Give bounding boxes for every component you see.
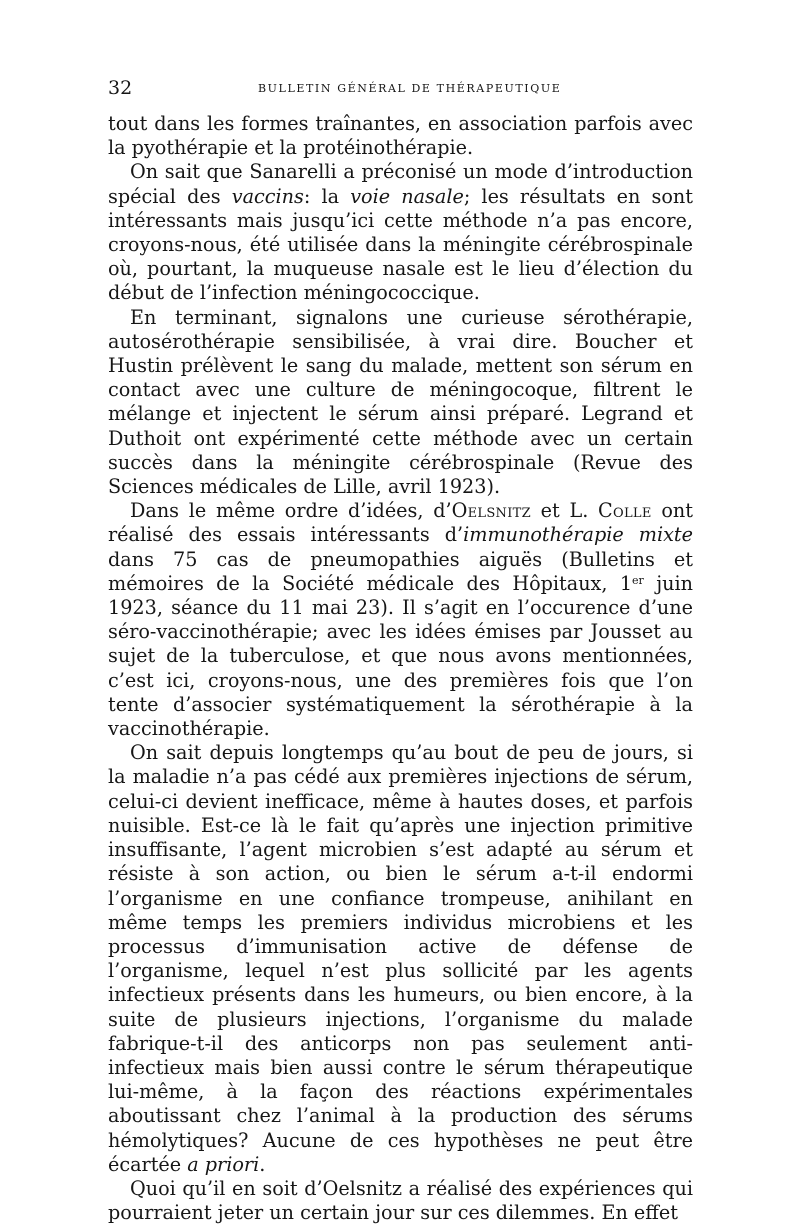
author-oelsnitz: Oelsnitz bbox=[451, 499, 531, 523]
page-header bbox=[108, 78, 693, 102]
paragraph-4-text-e: ont réalisé des essais intéressants d’ bbox=[108, 499, 693, 547]
author-colle: Colle bbox=[598, 499, 652, 523]
body-text bbox=[108, 112, 693, 1225]
paragraph-6: Quoi qu’il en soit d’Oelsnitz a réalisé des expériences qui pourraient jeter un certain jour sur ces dilemmes. En effet bbox=[108, 1176, 693, 1225]
paragraph-3: En terminant, signalons une curieuse sérothérapie, autosérothérapie sensibilisée, à vrai dire. Boucher et Hustin prélèvent le sang du malade, mettent son sérum en contact avec une culture de méningocoque, filtrent le mélange et injectent le sérum ainsi préparé. Legrand et Duthoit ont expérimenté cette méthode avec un certain succès dans la méningite cérébrospinale (Revue des Sciences médicales de Lille, avril 1923). bbox=[108, 305, 693, 499]
paragraph-2 bbox=[108, 160, 693, 305]
page-number: 32 bbox=[108, 77, 133, 99]
term-a-priori: a priori bbox=[187, 1152, 260, 1176]
paragraph-4-text-c: et L. bbox=[530, 499, 599, 523]
term-voie-nasale: voie nasale bbox=[350, 184, 464, 208]
paragraph-4-text-a: Dans le même ordre d’idées, d’ bbox=[130, 499, 452, 523]
paragraph-5-text-a: On sait depuis longtemps qu’au bout de peu de jours, si la maladie n’a pas cédé aux premières injections de sérum, celui-ci devient inefficace, même à hautes doses, et parfois nuisible. Est-ce là le fait qu’après une injection primitive insuffisante, l’agent microbien s’est adapté au sérum et résiste à son action, ou bien le sérum a-t-il endormi l’organisme en une confiance trompeuse, anihilant en même temps les premiers individus microbiens et les processus d’immunisation active de défense de l’organisme, lequel n’est plus sollicité par les agents infectieux présents dans les humeurs, ou bien encore, à la suite de plusieurs injections, l’organisme du malade fabrique-t-il des anticorps non pas seulement anti-infectieux mais bien aussi contre le sérum thérapeutique lui-même, à la façon des réactions expérimentales aboutissant chez l’animal à la production des sérums hémolytiques? Aucune de ces hypothèses ne peut être écartée bbox=[108, 741, 693, 1176]
paragraph-4-text-i: juin 1923, séance du 11 mai 23). Il s’agit en l’occurence d’une séro-vaccinothérapie; avec les idées émises par Jousset au sujet de la tuberculose, et que nous avons mentionnées, c’est ici, croyons-nous, une des premières fois que l’on tente d’associer systématiquement la sérothérapie à la vaccinothérapie. bbox=[108, 571, 693, 741]
term-vaccins: vaccins bbox=[231, 184, 304, 208]
paragraph-4-text-g: dans 75 cas de pneumopathies aiguës (Bulletins et mémoires de la Société médicale des Hôpitaux, 1 bbox=[108, 547, 693, 595]
paragraph-1: tout dans les formes traînantes, en association parfois avec la pyothérapie et la protéinothérapie. bbox=[108, 112, 693, 160]
paragraph-5-text-c: . bbox=[259, 1152, 266, 1176]
paragraph-4 bbox=[108, 499, 693, 741]
paragraph-2-text-e: ; les résultats en sont intéressants mais jusqu’ici cette méthode n’a pas encore, croyons-nous, été utilisée dans la méningite cérébrospinale où, pourtant, la muqueuse nasale est le lieu d’élection du début de l’infection méningococcique. bbox=[108, 184, 693, 305]
superscript-er: er bbox=[632, 573, 644, 587]
paragraph-5 bbox=[108, 741, 693, 1177]
book-page bbox=[108, 78, 693, 1225]
running-title: BULLETIN GÉNÉRAL DE THÉRAPEUTIQUE bbox=[258, 82, 562, 95]
paragraph-2-text-a: On sait que Sanarelli a préconisé un mode d’introduction spécial des bbox=[108, 160, 693, 208]
term-immunotherapie-mixte: immunothérapie mixte bbox=[463, 523, 693, 547]
paragraph-2-text-c: : la bbox=[303, 184, 351, 208]
